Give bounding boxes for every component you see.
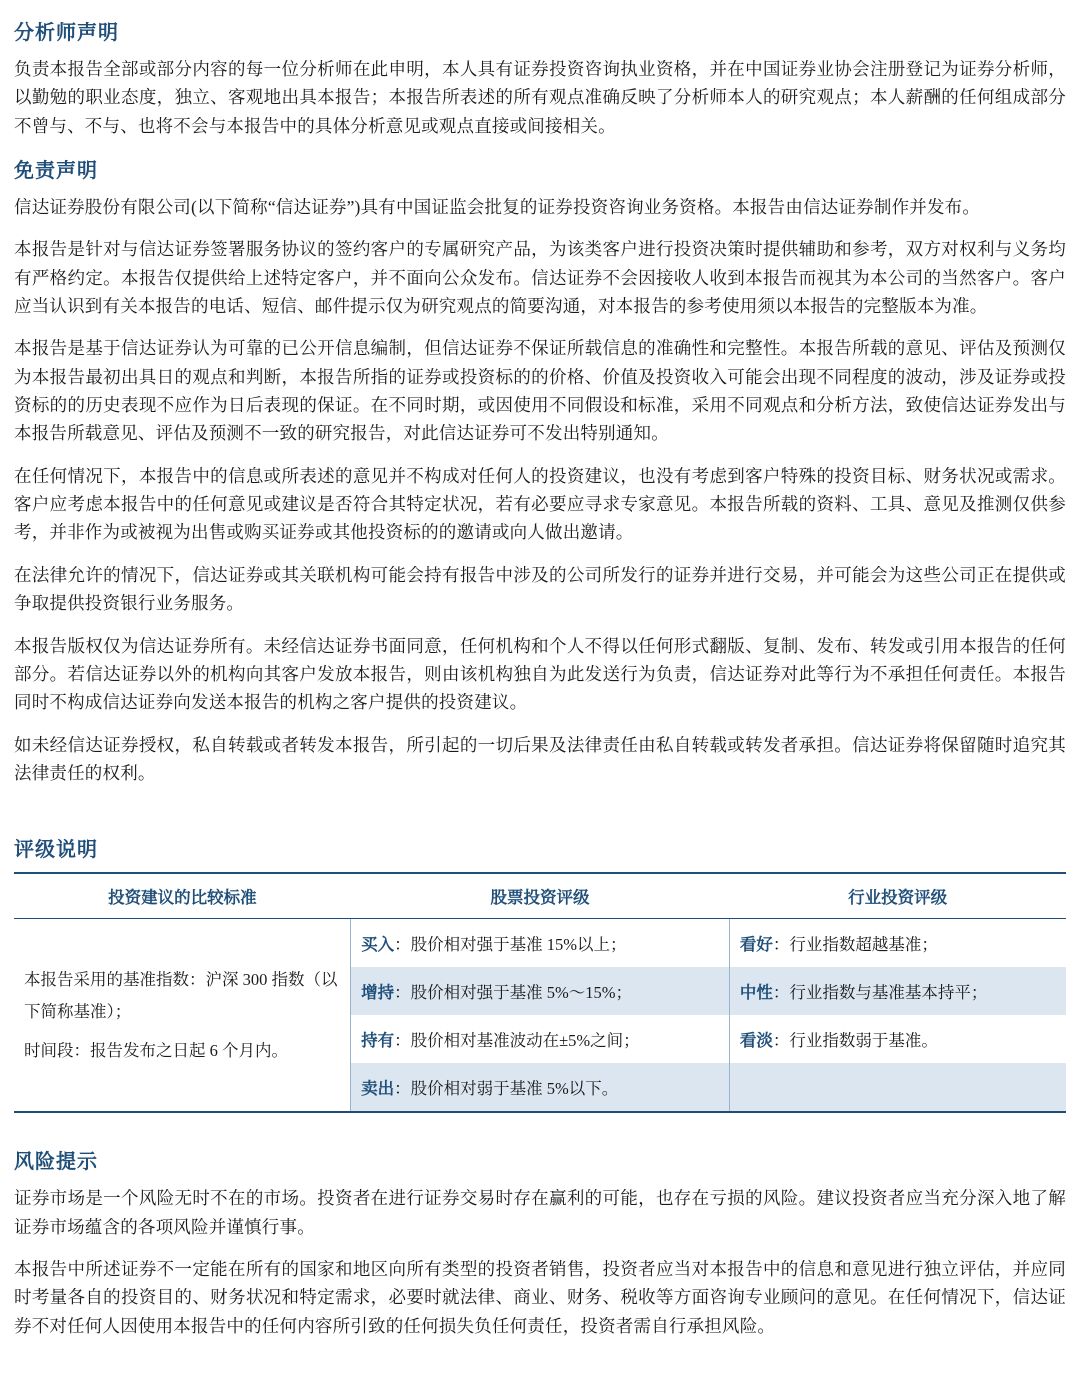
risk-warning-paragraph-1: 证券市场是一个风险无时不在的市场。投资者在进行证券交易时存在赢利的可能，也存在亏损的风险。建议投资者应当充分深入地了解证券市场蕴含的各项风险并谨慎行事。	[14, 1188, 1066, 1237]
disclaimer-paragraph-1: 信达证券股份有限公司(以下简称“信达证券”)具有中国证监会批复的证券投资咨询业务资格。本报告由信达证券制作并发布。	[14, 197, 981, 218]
table-row	[14, 919, 1066, 968]
section-title-analyst-statement: 分析师声明	[14, 20, 119, 44]
table-header-industry-rating: 行业投资评级	[729, 873, 1066, 919]
industry-rating-label-negative: 看淡	[739, 1031, 773, 1051]
ratings-table-wrapper	[14, 872, 1066, 1113]
stock-rating-cell-overweight	[351, 967, 730, 1015]
industry-rating-cell-empty	[729, 1063, 1066, 1112]
section-title-risk-warning: 风险提示	[14, 1149, 98, 1174]
industry-rating-cell-negative	[729, 1015, 1066, 1063]
stock-rating-label-hold: 持有	[361, 1031, 395, 1051]
table-header-stock-rating: 股票投资评级	[351, 873, 730, 919]
ratings-table	[14, 872, 1066, 1113]
stock-rating-desc-sell: ：股价相对弱于基准 5%以下。	[394, 1079, 619, 1099]
benchmark-cell	[14, 919, 351, 1113]
stock-rating-cell-sell	[351, 1063, 730, 1112]
industry-rating-cell-neutral	[729, 967, 1066, 1015]
disclaimer-paragraph-2: 本报告是针对与信达证券签署服务协议的签约客户的专属研究产品，为该类客户进行投资决策时提供辅助和参考，双方对权利与义务均有严格约定。本报告仅提供给上述特定客户，并不面向公众发布。信达证券不会因接收人收到本报告而视其为本公司的当然客户。客户应当认识到有关本报告的电话、短信、邮件提示仅为研究观点的简要沟通，对本报告的参考使用须以本报告的完整版本为准。	[14, 239, 1066, 317]
analyst-statement-paragraph: 负责本报告全部或部分内容的每一位分析师在此申明，本人具有证券投资咨询执业资格，并在中国证券业协会注册登记为证券分析师，以勤勉的职业态度，独立、客观地出具本报告；本报告所表述的所有观点准确反映了分析师本人的研究观点；本人薪酬的任何组成部分不曾与、不与、也将不会与本报告中的具体分析意见或观点直接或间接相关。	[14, 59, 1066, 136]
stock-rating-desc-hold: ：股价相对基准波动在±5%之间；	[394, 1031, 640, 1051]
industry-rating-label-neutral: 中性	[739, 983, 773, 1003]
table-header-row	[14, 873, 1066, 919]
stock-rating-desc-buy: ：股价相对强于基准 15%以上；	[394, 935, 627, 955]
stock-rating-desc-overweight: ：股价相对强于基准 5%～15%；	[394, 983, 632, 1003]
section-title-disclaimer: 免责声明	[14, 158, 98, 183]
industry-rating-desc-neutral: ：行业指数与基准基本持平；	[772, 983, 988, 1003]
disclaimer-paragraph-7: 如未经信达证券授权，私自转载或者转发本报告，所引起的一切后果及法律责任由私自转载或转发者承担。信达证券将保留随时追究其法律责任的权利。	[14, 734, 1066, 783]
industry-rating-label-positive: 看好	[739, 935, 773, 955]
benchmark-line-2: 时间段：报告发布之日起 6 个月内。	[24, 1040, 288, 1060]
benchmark-line-1: 本报告采用的基准指数：沪深 300 指数（以下简称基准）；	[24, 970, 338, 1021]
industry-rating-cell-positive	[729, 919, 1066, 968]
industry-rating-desc-negative: ：行业指数弱于基准。	[772, 1031, 938, 1051]
stock-rating-label-overweight: 增持	[361, 983, 395, 1003]
disclaimer-paragraph-3: 本报告是基于信达证券认为可靠的已公开信息编制，但信达证券不保证所载信息的准确性和完整性。本报告所载的意见、评估及预测仅为本报告最初出具日的观点和判断，本报告所指的证券或投资标的的价格、价值及投资收入可能会出现不同程度的波动，涉及证券或投资标的的历史表现不应作为日后表现的保证。在不同时期，或因使用不同假设和标准，采用不同观点和分析方法，致使信达证券发出与本报告所载意见、评估及预测不一致的研究报告，对此信达证券可不发出特别通知。	[14, 338, 1066, 444]
table-header-benchmark: 投资建议的比较标准	[14, 873, 351, 919]
disclaimer-paragraph-5: 在法律允许的情况下，信达证券或其关联机构可能会持有报告中涉及的公司所发行的证券并进行交易，并可能会为这些公司正在提供或争取提供投资银行业务服务。	[14, 564, 1066, 614]
disclaimer-paragraph-4: 在任何情况下，本报告中的信息或所表述的意见并不构成对任何人的投资建议，也没有考虑到客户特殊的投资目标、财务状况或需求。客户应考虑本报告中的任何意见或建议是否符合其特定状况，若有必要应寻求专家意见。本报告所载的资料、工具、意见及推测仅供参考，并非作为或被视为出售或购买证券或其他投资标的的邀请或向人做出邀请。	[14, 465, 1066, 543]
stock-rating-label-buy: 买入	[361, 935, 395, 955]
stock-rating-cell-hold	[351, 1015, 730, 1063]
stock-rating-cell-buy	[351, 919, 730, 968]
disclaimer-paragraph-6: 本报告版权仅为信达证券所有。未经信达证券书面同意，任何机构和个人不得以任何形式翻版、复制、发布、转发或引用本报告的任何部分。若信达证券以外的机构向其客户发放本报告，则由该机构独自为此发送行为负责，信达证券对此等行为不承担任何责任。本报告同时不构成信达证券向发送本报告的机构之客户提供的投资建议。	[14, 635, 1066, 713]
section-title-rating-note: 评级说明	[14, 837, 98, 862]
stock-rating-label-sell: 卖出	[361, 1079, 395, 1099]
risk-warning-paragraph-2: 本报告中所述证券不一定能在所有的国家和地区向所有类型的投资者销售，投资者应当对本报告中的信息和意见进行独立评估，并应同时考量各自的投资目的、财务状况和特定需求，必要时就法律、商业、财务、税收等方面咨询专业顾问的意见。在任何情况下，信达证券不对任何人因使用本报告中的任何内容所引致的任何损失负任何责任，投资者需自行承担风险。	[14, 1258, 1066, 1336]
industry-rating-desc-positive: ：行业指数超越基准；	[772, 935, 938, 955]
